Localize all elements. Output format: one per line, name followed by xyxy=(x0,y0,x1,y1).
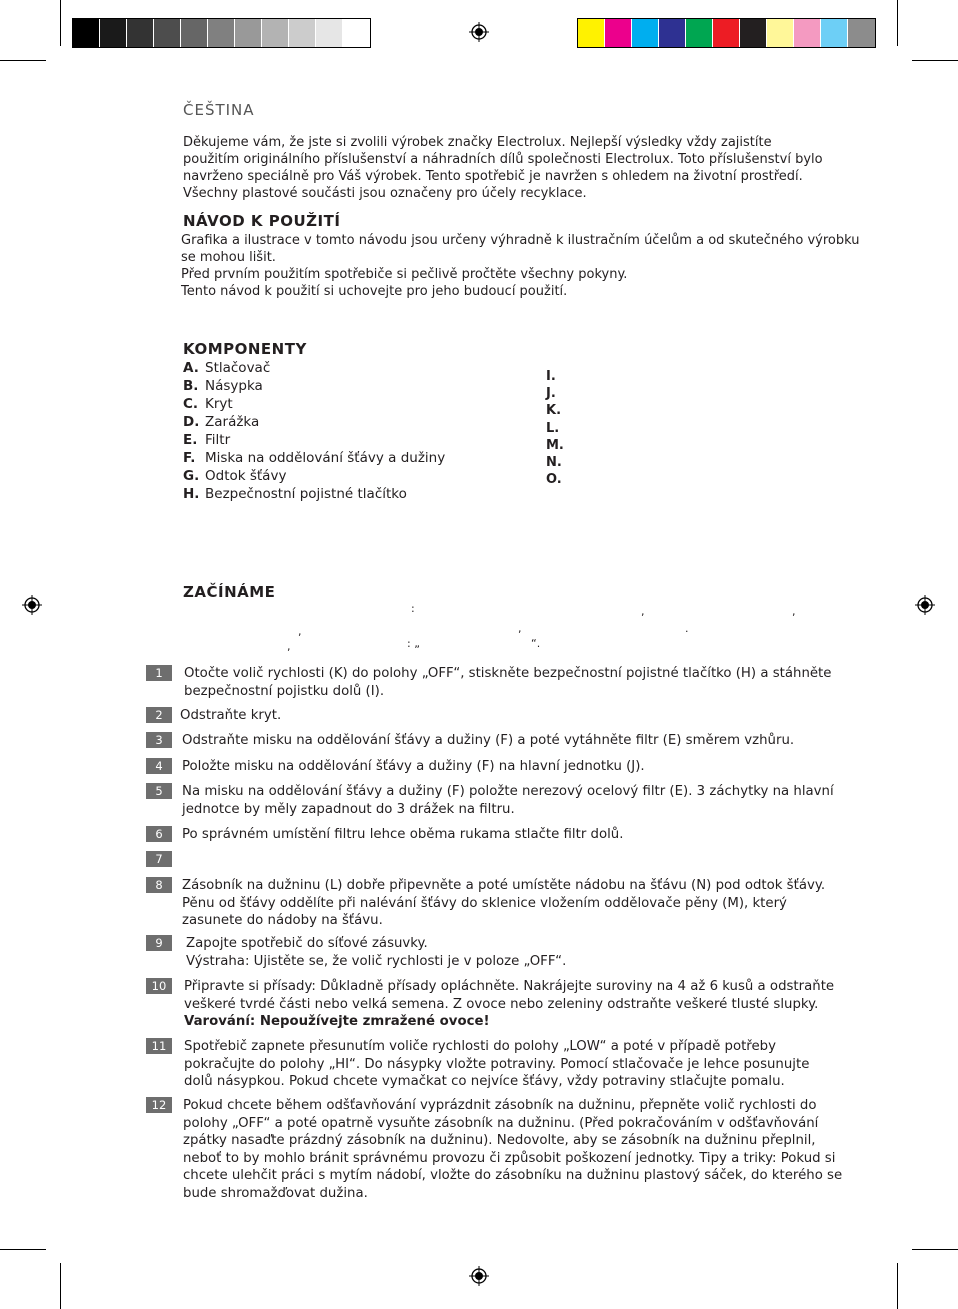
step-number: 5 xyxy=(146,783,172,799)
step-number: 8 xyxy=(146,877,172,893)
step-number: 11 xyxy=(146,1038,172,1054)
color-swatch xyxy=(289,19,316,47)
registration-mark-icon xyxy=(22,595,42,615)
stray-mark: : „ xyxy=(407,637,420,650)
crop-mark xyxy=(897,1263,898,1309)
color-swatch xyxy=(605,19,632,47)
intro-paragraph xyxy=(183,134,833,202)
list-item: L. xyxy=(546,420,560,436)
stray-mark: “. xyxy=(531,637,541,650)
color-swatch xyxy=(686,19,713,47)
step-number: 7 xyxy=(146,851,172,867)
step-number: 3 xyxy=(146,732,172,748)
color-swatch xyxy=(100,19,127,47)
list-item: J. xyxy=(546,386,556,402)
color-swatch xyxy=(262,19,289,47)
list-item: F. Miska na oddělování šťávy a dužiny xyxy=(183,450,446,466)
step-number: 2 xyxy=(146,707,172,723)
color-swatch xyxy=(794,19,821,47)
crop-mark xyxy=(912,1249,958,1250)
manual-line: Tento návod k použití si uchovejte pro jeho budoucí použití. xyxy=(181,284,568,299)
step-number: 9 xyxy=(146,935,172,951)
components-list xyxy=(183,359,445,503)
manual-paragraph xyxy=(181,232,881,300)
registration-mark-icon xyxy=(915,595,935,615)
step-number: 4 xyxy=(146,758,172,774)
step-number: 12 xyxy=(146,1097,172,1113)
manual-line: Grafika a ilustrace v tomto návodu jsou určeny výhradně k ilustračním účelům a od skutečného výrobku xyxy=(181,233,860,248)
manual-line: se mohou lišit. xyxy=(181,250,276,265)
color-swatch xyxy=(235,19,262,47)
start-heading: ZAČÍNÁME xyxy=(183,583,276,601)
components-list-right xyxy=(546,368,564,488)
intro-line: Všechny plastové součásti jsou označeny pro účely recyklace. xyxy=(183,186,587,201)
list-item: E. Filtr xyxy=(183,432,231,448)
crop-mark xyxy=(0,1249,46,1250)
language-heading: ČEŠTINA xyxy=(183,101,255,119)
grayscale-calibration-bar xyxy=(72,18,371,48)
color-swatch xyxy=(767,19,794,47)
list-item: C. Kryt xyxy=(183,396,233,412)
intro-line: navrženo speciálně pro Váš výrobek. Tento spotřebič je navržen s ohledem na životní prostředí. xyxy=(183,169,803,184)
color-calibration-bar xyxy=(577,18,876,48)
list-item: A. Stlačovač xyxy=(183,360,271,376)
color-swatch xyxy=(208,19,235,47)
color-swatch xyxy=(73,19,100,47)
stray-mark: , xyxy=(792,605,796,618)
color-swatch xyxy=(578,19,605,47)
list-item: M. xyxy=(546,437,564,453)
color-swatch xyxy=(848,19,875,47)
list-item: B. Násypka xyxy=(183,378,263,394)
components-heading: KOMPONENTY xyxy=(183,340,307,358)
list-item: N. xyxy=(546,455,562,471)
list-item: I. xyxy=(546,369,556,384)
color-swatch xyxy=(740,19,767,47)
crop-mark xyxy=(60,1263,61,1309)
color-swatch xyxy=(316,19,343,47)
intro-line: Děkujeme vám, že jste si zvolili výrobek značky Electrolux. Nejlepší výsledky vždy zajistíte xyxy=(183,135,772,150)
stray-mark: . xyxy=(685,622,689,635)
color-swatch xyxy=(713,19,740,47)
color-swatch xyxy=(154,19,181,47)
stray-mark: , xyxy=(641,605,645,618)
stray-mark: , xyxy=(298,625,302,638)
crop-mark xyxy=(912,60,958,61)
stray-mark: , xyxy=(287,640,291,653)
color-swatch xyxy=(127,19,154,47)
step-number: 10 xyxy=(146,978,172,994)
list-item: D. Zarážka xyxy=(183,414,260,430)
step-number: 6 xyxy=(146,826,172,842)
list-item: H. Bezpečnostní pojistné tlačítko xyxy=(183,486,407,502)
list-item: G. Odtok šťávy xyxy=(183,468,287,484)
list-item: O. xyxy=(546,472,562,488)
color-swatch xyxy=(659,19,686,47)
manual-heading: NÁVOD K POUŽITÍ xyxy=(183,212,341,230)
color-swatch xyxy=(632,19,659,47)
step-number: 1 xyxy=(146,665,172,681)
color-swatch xyxy=(821,19,848,47)
manual-line: Před prvním použitím spotřebiče si pečlivě pročtěte všechny pokyny. xyxy=(181,267,628,282)
registration-mark-icon xyxy=(469,1266,489,1286)
intro-line: použitím originálního příslušenství a náhradních dílů společnosti Electrolux. Toto příslušenství bylo xyxy=(183,152,823,167)
crop-mark xyxy=(60,0,61,46)
registration-mark-icon xyxy=(469,22,489,42)
crop-mark xyxy=(0,60,46,61)
stray-mark: : xyxy=(411,602,415,615)
color-swatch xyxy=(181,19,208,47)
crop-mark xyxy=(897,0,898,46)
color-swatch xyxy=(343,19,370,47)
list-item: K. xyxy=(546,403,562,419)
stray-mark: , xyxy=(518,622,522,635)
